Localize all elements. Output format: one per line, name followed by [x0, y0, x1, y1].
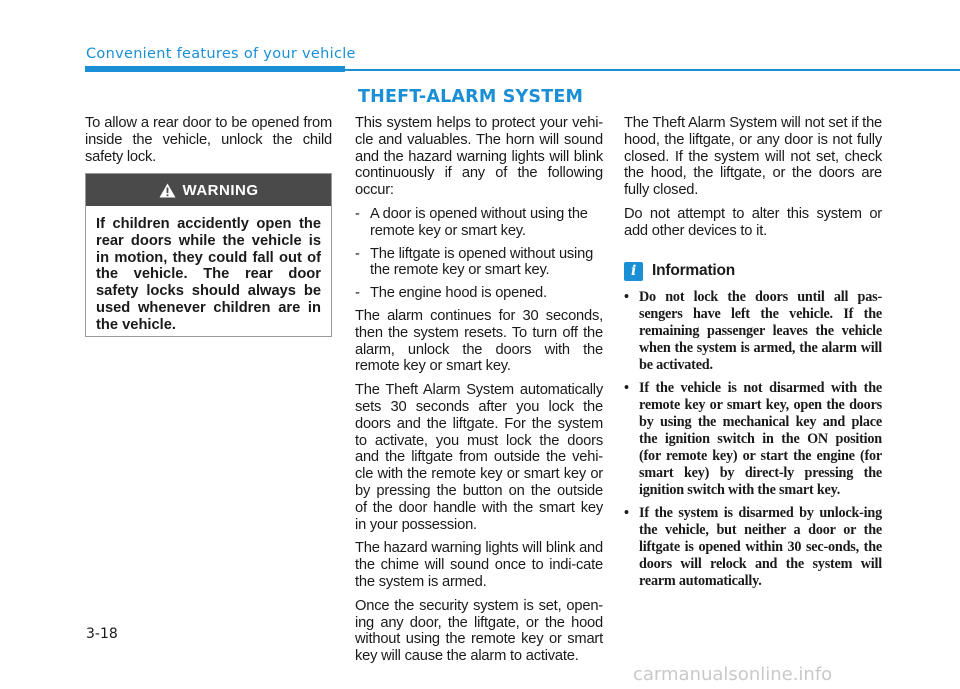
dash-marker: - — [355, 205, 360, 222]
watermark: carmanualsonline.info — [633, 664, 833, 685]
list-item — [355, 285, 603, 302]
list-item — [624, 505, 882, 590]
no-alter-paragraph: Do not attempt to alter this system or add other devices to it. — [624, 205, 882, 239]
armed-indication-paragraph: The hazard warning lights will blink and the chime will sound once to indi-cate the system is armed. — [355, 540, 603, 590]
information-heading: Information — [652, 261, 736, 279]
theft-intro: This system helps to protect your vehi-cle and valuables. The horn will sound and the hazard warning lights will blink continuously if any of the following occur: — [355, 115, 603, 199]
condition-text: A door is opened without using the remote key or smart key. — [370, 205, 588, 239]
list-item — [355, 246, 603, 280]
right-column — [624, 115, 882, 596]
page-number: 3-18 — [86, 626, 118, 642]
header-rule-thin — [345, 69, 960, 71]
middle-column — [355, 115, 603, 672]
condition-text: The engine hood is opened. — [370, 285, 547, 302]
alarm-duration-paragraph: The alarm continues for 30 seconds, then the system resets. To turn off the alarm, unlock the doors with the remote key or smart key. — [355, 307, 603, 375]
header-title: Convenient features of your vehicle — [86, 46, 356, 62]
warning-triangle-icon — [159, 183, 176, 198]
warning-heading: WARNING — [182, 181, 259, 199]
info-bullet-text: Do not lock the doors until all pas-sengers have left the vehicle. If the remaining passenger leaves the vehicle when the system is armed, the alarm will be activated. — [639, 288, 882, 373]
section-title: THEFT-ALARM SYSTEM — [358, 87, 584, 107]
information-list — [624, 289, 882, 590]
warning-text: If children accidently open the rear doors while the vehicle is in motion, they could fall out of the vehicle. The rear door safety locks should always be used whenever children are in the vehicle. — [96, 216, 321, 333]
warning-box — [85, 173, 332, 337]
alarm-trigger-paragraph: Once the security system is set, open-ing any door, the liftgate, or the hood without using the remote key or smart key will cause the alarm to activate. — [355, 597, 603, 665]
not-set-paragraph: The Theft Alarm System will not set if the hood, the liftgate, or any door is not fully closed. If the system will not set, check the hood, the liftgate, or the doors are fully closed. — [624, 115, 882, 199]
left-column — [85, 115, 332, 172]
information-header — [624, 262, 882, 281]
bullet-marker: • — [624, 379, 629, 396]
dash-marker: - — [355, 245, 360, 262]
bullet-marker: • — [624, 504, 629, 521]
condition-text: The liftgate is opened without using the remote key or smart key. — [370, 245, 594, 279]
info-icon: i — [624, 262, 643, 281]
list-item — [624, 289, 882, 374]
warning-header — [86, 174, 331, 206]
bullet-marker: • — [624, 288, 629, 305]
list-item — [355, 206, 603, 240]
dash-marker: - — [355, 285, 360, 302]
auto-arm-paragraph: The Theft Alarm System automatically sets 30 seconds after you lock the doors and the liftgate. For the system to activate, you must lock the doors and the liftgate from outside the vehi-cle with the remote key or smart key or by pressing the button on the outside of the door handle with the smart key in your possession. — [355, 382, 603, 533]
child-lock-paragraph: To allow a rear door to be opened from inside the vehicle, unlock the child safety lock. — [85, 115, 332, 165]
header-rule-thick — [85, 66, 345, 72]
info-bullet-text: If the system is disarmed by unlock-ing the vehicle, but neither a door or the liftgate is opened within 30 sec-onds, the doors will relock and the system will rearm automatically. — [639, 504, 882, 589]
list-item — [624, 380, 882, 499]
info-bullet-text: If the vehicle is not disarmed with the remote key or smart key, open the doors by using the mechanical key and place the ignition switch in the ON position (for remote key) or start the engine (for smart key) by direct-ly pressing the ignition switch with the smart key. — [639, 379, 882, 498]
